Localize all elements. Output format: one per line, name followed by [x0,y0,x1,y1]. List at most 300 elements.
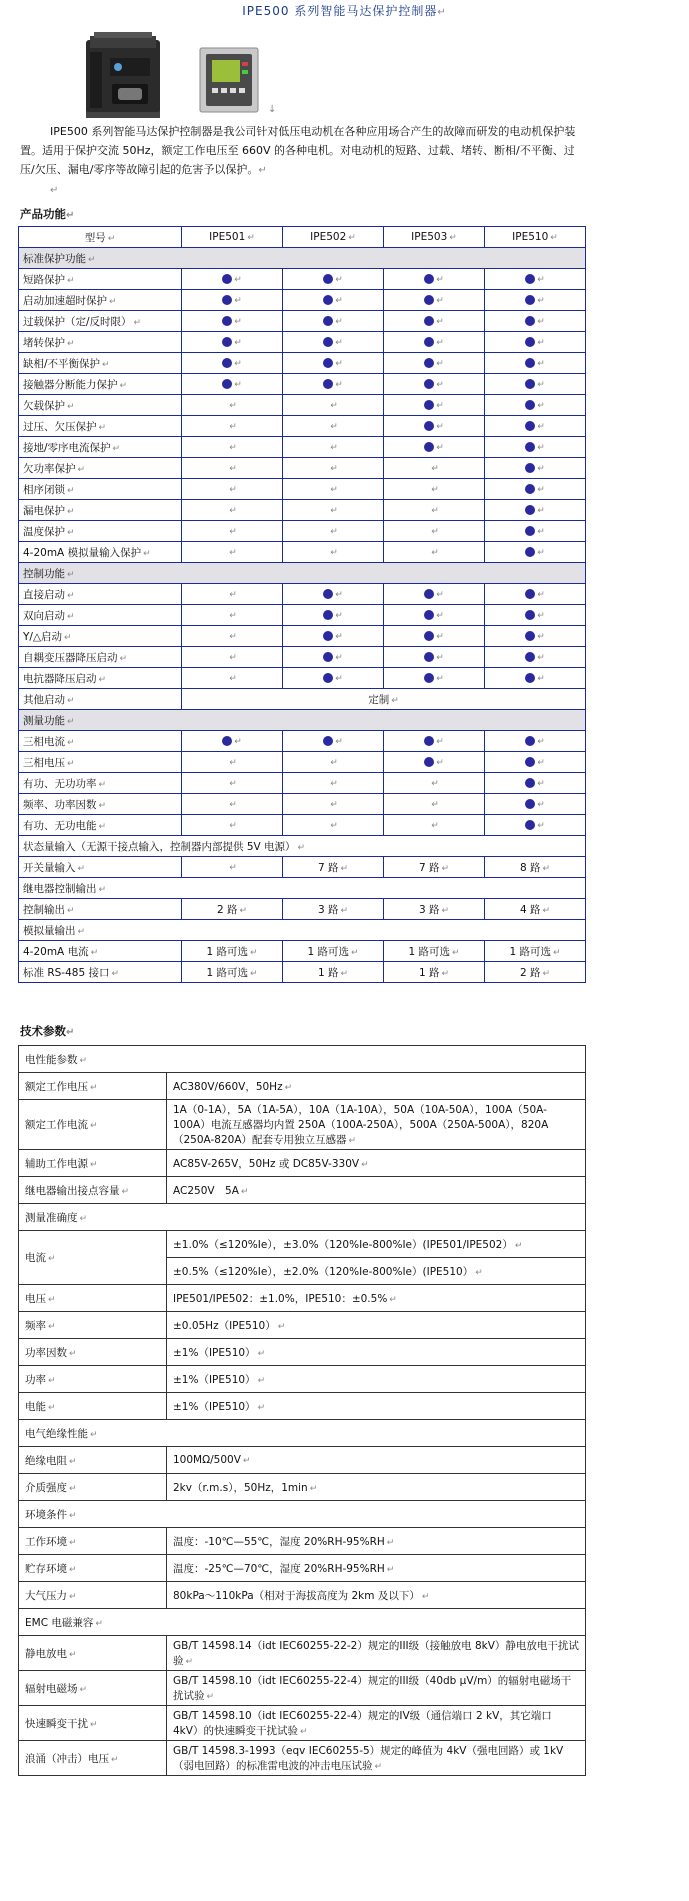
function-cell [485,752,586,773]
paragraph-mark: ↵ [249,968,258,979]
function-row [19,269,586,290]
supported-dot-icon [525,631,535,641]
function-cell: 7 路 ↵ [283,857,384,878]
paragraph-mark: ↵ [257,1348,266,1359]
paragraph-mark: ↵ [79,1055,88,1066]
function-cell [485,773,586,794]
function-row [19,836,586,857]
function-row [19,794,586,815]
paragraph-mark: ↵ [79,1213,88,1224]
function-cell [485,542,586,563]
row-label: 三相电压 ↵ [19,752,182,773]
paragraph-mark: ↵ [537,422,545,432]
function-cell: 8 路 ↵ [485,857,586,878]
paragraph-mark: ↵ [90,1121,98,1131]
function-cell [283,773,384,794]
tech-row [19,1100,586,1150]
function-row [19,752,586,773]
tech-section-row [19,1204,586,1231]
paragraph-mark: ↵ [537,443,545,453]
paragraph-mark: ↵ [67,611,75,622]
supported-dot-icon [222,316,232,326]
paragraph-mark: ↵ [299,1727,308,1737]
tech-section-row [19,1501,586,1528]
paragraph-mark: ↵ [277,1321,286,1332]
function-cell [485,668,586,689]
function-cell [182,374,283,395]
function-cell [485,500,586,521]
tech-row [19,1447,586,1474]
supported-dot-icon [525,757,535,767]
function-cell [384,311,485,332]
tech-section-row [19,1609,586,1636]
function-row [19,668,586,689]
function-row [19,605,586,626]
function-row [19,290,586,311]
function-cell [384,269,485,290]
tech-label: 额定工作电流 ↵ [19,1100,167,1150]
tech-row [19,1706,586,1741]
paragraph-mark: ↵ [90,1082,98,1093]
supported-dot-icon [525,505,535,515]
supported-dot-icon [525,778,535,788]
supported-dot-icon [323,589,333,599]
tech-value: GB/T 14598.10（idt IEC60255-22-4）规定的IV级（通信端口 2 kV，其它端口 4kV）的快速瞬变干扰试验 ↵ [167,1706,586,1741]
paragraph-mark: ↵ [436,590,444,600]
row-label: 短路保护 ↵ [19,269,182,290]
paragraph-mark: ↵ [90,947,99,958]
function-row [19,521,586,542]
function-cell [182,542,283,563]
paragraph-mark: ↵ [552,947,561,958]
supported-dot-icon [525,526,535,536]
paragraph-mark: ↵ [257,1402,266,1413]
paragraph-mark: ↵ [67,338,75,349]
function-cell [182,668,283,689]
function-cell [283,416,384,437]
paragraph-mark: ↵ [335,380,343,390]
function-cell [283,332,384,353]
function-cell [485,311,586,332]
function-cell [485,332,586,353]
row-label: 漏电保护 ↵ [19,500,182,521]
function-cell [384,605,485,626]
function-cell [485,395,586,416]
row-label: 开关量输入 ↵ [19,857,182,878]
paragraph-mark: ↵ [335,317,343,327]
function-cell [283,626,384,647]
paragraph-mark: ↵ [229,758,237,768]
function-row [19,689,586,710]
paragraph-mark: ↵ [67,401,75,412]
paragraph-mark: ↵ [361,1159,369,1170]
row-label: 电抗器降压启动 ↵ [19,668,182,689]
paragraph-mark: ↵ [550,233,558,243]
controller-unit-image [80,32,170,122]
paragraph-mark: ↵ [69,1537,77,1548]
header-model-ipe510: IPE510 ↵ [485,227,586,248]
tech-value: ±1%（IPE510） ↵ [167,1366,586,1393]
row-label: 标准 RS-485 接口 ↵ [19,962,182,983]
supported-dot-icon [424,589,434,599]
function-cell [182,458,283,479]
function-cell [182,857,283,878]
function-cell: 1 路可选 ↵ [283,941,384,962]
paragraph-mark: ↵ [350,947,359,958]
tech-label: 辅助工作电源 ↵ [19,1150,167,1177]
function-cell [485,458,586,479]
paragraph-mark: ↵ [107,233,116,244]
paragraph-mark: ↵ [69,1483,77,1494]
paragraph-mark: ↵ [330,758,338,768]
paragraph-mark: ↵ [102,359,110,370]
paragraph-mark: ↵ [229,443,237,453]
function-cell [384,500,485,521]
supported-dot-icon [525,337,535,347]
paragraph-mark: ↵ [441,968,450,979]
paragraph-mark: ↵ [229,506,237,516]
paragraph-mark: ↵ [537,800,545,810]
paragraph-mark: ↵ [112,443,121,454]
paragraph-mark: ↵ [330,548,338,558]
function-row [19,395,586,416]
supported-dot-icon [323,358,333,368]
paragraph-mark: ↵ [374,1762,383,1772]
paragraph-mark: ↵ [67,716,75,727]
paragraph-mark: ↵ [451,947,460,958]
function-cell [283,731,384,752]
supported-dot-icon [222,379,232,389]
supported-dot-icon [424,673,434,683]
paragraph-mark: ↵ [335,737,343,747]
tech-value: AC380V/660V，50Hz ↵ [167,1073,586,1100]
function-cell [182,353,283,374]
full-row-label: 继电器控制输出 ↵ [19,878,586,899]
function-cell [485,626,586,647]
function-cell [485,605,586,626]
function-cell [283,290,384,311]
paragraph-mark: ↵ [330,464,338,474]
paragraph-mark: ↵ [537,674,545,684]
paragraph-mark: ↵ [143,548,151,559]
function-cell [283,374,384,395]
paragraph-mark: ↵ [257,1375,266,1386]
tech-row [19,1339,586,1366]
section-row [19,710,586,731]
paragraph-mark: ↵ [98,422,107,433]
paragraph-mark: ↵ [537,380,545,390]
paragraph-mark: ↵ [436,737,444,747]
paragraph-mark: ↵ [537,590,545,600]
tech-label: 额定工作电压 ↵ [19,1073,167,1100]
paragraph-mark: ↵ [431,548,439,558]
function-cell [283,479,384,500]
paragraph-mark: ↵ [229,863,237,873]
function-cell [182,290,283,311]
function-cell: 1 路可选 ↵ [384,941,485,962]
tech-row [19,1555,586,1582]
function-row [19,878,586,899]
row-label: 堵转保护 ↵ [19,332,182,353]
tech-label: 工作环境 ↵ [19,1528,167,1555]
supported-dot-icon [323,631,333,641]
tech-label: 静电放电 ↵ [19,1636,167,1671]
paragraph-mark: ↵ [48,1294,56,1305]
paragraph-mark: ↵ [67,758,75,769]
tech-label: 大气压力 ↵ [19,1582,167,1609]
function-cell [182,752,283,773]
tech-label: 辐射电磁场 ↵ [19,1671,167,1706]
row-label: 有功、无功功率 ↵ [19,773,182,794]
paragraph-mark: ↵ [348,233,356,243]
function-cell [182,521,283,542]
row-label: 相序闭锁 ↵ [19,479,182,500]
supported-dot-icon [424,421,434,431]
function-cell [182,815,283,836]
paragraph-mark: ↵ [449,233,457,243]
function-cell [384,815,485,836]
supported-dot-icon [424,610,434,620]
function-cell [384,647,485,668]
paragraph-mark: ↵ [436,275,444,285]
tech-value: 100MΩ/500V ↵ [167,1447,586,1474]
tech-section-label: 测量准确度 ↵ [19,1204,586,1231]
full-row-label: 模拟量输出 ↵ [19,920,586,941]
header-model-ipe501: IPE501 ↵ [182,227,283,248]
paragraph-mark: ↵ [67,527,75,538]
tech-label: 频率 ↵ [19,1312,167,1339]
supported-dot-icon [222,295,232,305]
paragraph-mark: ↵ [335,359,343,369]
paragraph-mark: ↵ [229,401,237,411]
paragraph-mark: ↵ [330,779,338,789]
row-label: 4-20mA 模拟量输入保护 ↵ [19,542,182,563]
paragraph-mark: ↵ [239,905,248,916]
paragraph-mark: ↵ [330,527,338,537]
function-cell [485,269,586,290]
row-label: 过载保护（定/反时限） ↵ [19,311,182,332]
function-cell [384,416,485,437]
function-cell [283,815,384,836]
row-label: 控制输出 ↵ [19,899,182,920]
function-cell [283,458,384,479]
paragraph-mark: ↵ [247,233,255,243]
tech-row [19,1528,586,1555]
function-row [19,542,586,563]
paragraph-mark: ↵ [229,779,237,789]
function-cell [283,311,384,332]
row-label: Y/△启动 ↵ [19,626,182,647]
function-cell [182,647,283,668]
tech-label: 电压 ↵ [19,1285,167,1312]
paragraph-mark: ↵ [335,590,343,600]
function-cell [182,626,283,647]
supported-dot-icon [525,400,535,410]
function-row [19,647,586,668]
supported-dot-icon [525,610,535,620]
paragraph-mark: ↵ [436,422,444,432]
paragraph-mark: ↵ [98,779,107,790]
supported-dot-icon [525,295,535,305]
function-row [19,479,586,500]
tech-row [19,1366,586,1393]
tech-value: 1A（0-1A），5A（1A-5A），10A（1A-10A），50A（10A-50A），100A（50A-100A）电流互感器均内置 250A（100A-250A），500A（250A-500A），820A（250A-820A）配套专用独立互感器 ↵ [167,1100,586,1150]
function-cell [182,479,283,500]
function-row [19,773,586,794]
tech-value: GB/T 14598.3-1993（eqv IEC60255-5）规定的峰值为 4kV（强电回路）或 1kV（弱电回路）的标准雷电波的冲击电压试验 ↵ [167,1741,586,1776]
paragraph-mark: ↵ [77,926,86,937]
paragraph-mark: ↵ [229,527,237,537]
function-cell [182,332,283,353]
paragraph-mark: ↵ [431,821,439,831]
paragraph-mark: ↵ [537,506,545,516]
function-row [19,353,586,374]
function-row [19,941,586,962]
function-cell [283,647,384,668]
full-row-label: 状态量输入（无源干接点输入，控制器内部提供 5V 电源） ↵ [19,836,586,857]
function-cell [384,584,485,605]
paragraph-mark: ↵ [537,317,545,327]
paragraph-mark: ↵ [348,1136,357,1146]
paragraph-mark: ↵ [121,1186,130,1197]
paragraph-mark: ↵ [185,1657,194,1667]
function-cell [384,521,485,542]
tech-label: 电流 ↵ [19,1231,167,1285]
function-cell [384,374,485,395]
function-row [19,437,586,458]
tech-value: 80kPa～110kPa（相对于海拔高度为 2km 及以下） ↵ [167,1582,586,1609]
supported-dot-icon [323,274,333,284]
function-cell [384,437,485,458]
row-label: 双向启动 ↵ [19,605,182,626]
product-function-table [18,226,586,983]
intro-paragraph: IPE500 系列智能马达保护控制器是我公司针对低压电动机在各种应用场合产生的故障而研发的电动机保护装置。适用于保护交流 50Hz，额定工作电压至 660V 的各种电机。对电动机的短路、过载、堵转、断相/不平衡、过压/欠压、漏电/零序等故障引起的危害予以保护。↵ ↵ [20,125,576,196]
paragraph-mark: ↵ [133,317,142,328]
supported-dot-icon [525,484,535,494]
function-cell [283,521,384,542]
supported-dot-icon [525,820,535,830]
paragraph-mark: ↵ [234,275,242,285]
paragraph-mark: ↵ [537,275,545,285]
paragraph-mark: ↵ [537,527,545,537]
supported-dot-icon [525,652,535,662]
paragraph-mark: ↵ [431,800,439,810]
function-cell: 3 路 ↵ [283,899,384,920]
paragraph-mark: ↵ [119,380,128,391]
tech-value: ±0.5%（≤120%Ie），±2.0%（120%Ie-800%Ie）(IPE510） ↵ [167,1258,586,1285]
paragraph-mark: ↵ [234,338,242,348]
paragraph-mark: ↵ [537,359,545,369]
supported-dot-icon [424,337,434,347]
supported-dot-icon [323,379,333,389]
row-label: 接地/零序电流保护 ↵ [19,437,182,458]
tech-value: ±1.0%（≤120%Ie），±3.0%（120%Ie-800%Ie）(IPE501/IPE502） ↵ [167,1231,586,1258]
paragraph-mark: ↵ [330,506,338,516]
supported-dot-icon [525,673,535,683]
paragraph-mark: ↵ [48,1254,56,1264]
function-cell: 1 路 ↵ [283,962,384,983]
paragraph-mark: ↵ [309,1483,318,1494]
tech-value: GB/T 14598.10（idt IEC60255-22-4）规定的III级（40db μV/m）的辐射电磁场干扰试验 ↵ [167,1671,586,1706]
paragraph-mark: ↵ [229,464,237,474]
paragraph-mark: ↵ [297,842,306,853]
tech-value: 温度：-10℃—55℃，湿度 20%RH-95%RH ↵ [167,1528,586,1555]
paragraph-mark: ↵ [67,506,75,517]
paragraph-mark: ↵ [69,1649,77,1660]
paragraph-mark: ↵ [335,338,343,348]
paragraph-mark: ↵ [431,779,439,789]
paragraph-mark: ↵ [48,1321,56,1332]
function-cell [384,332,485,353]
tech-row [19,1582,586,1609]
function-cell [485,584,586,605]
tech-label: 介质强度 ↵ [19,1474,167,1501]
function-cell [283,437,384,458]
paragraph-mark: ↵ [48,1375,56,1386]
function-cell [283,542,384,563]
function-cell [485,815,586,836]
function-row [19,311,586,332]
paragraph-mark: ↵ [537,296,545,306]
paragraph-mark: ↵ [242,1456,251,1466]
tech-row [19,1231,586,1258]
header-model-ipe503: IPE503 ↵ [384,227,485,248]
tech-label: 浪涌（冲击）电压 ↵ [19,1741,167,1776]
function-cell [384,479,485,500]
tech-value: ±0.05Hz（IPE510） ↵ [167,1312,586,1339]
paragraph-mark: ↵ [77,863,86,874]
paragraph-mark: ↵ [436,611,444,621]
row-label: 直接启动 ↵ [19,584,182,605]
supported-dot-icon [323,295,333,305]
paragraph-mark: ↵ [441,863,450,874]
row-label: 4-20mA 电流 ↵ [19,941,182,962]
tech-value: ±1%（IPE510） ↵ [167,1393,586,1420]
function-row [19,815,586,836]
paragraph-mark: ↵ [436,443,444,453]
paragraph-mark: ↵ [335,653,343,663]
paragraph-mark: ↵ [229,422,237,432]
tech-row [19,1636,586,1671]
paragraph-mark: ↵ [330,821,338,831]
function-cell [283,353,384,374]
supported-dot-icon [525,547,535,557]
function-cell [485,479,586,500]
paragraph-mark: ↵ [67,590,75,601]
supported-dot-icon [323,610,333,620]
function-cell: 1 路可选 ↵ [182,941,283,962]
tech-row [19,1150,586,1177]
function-cell [182,269,283,290]
function-cell [283,395,384,416]
function-row [19,626,586,647]
paragraph-mark: ↵ [436,401,444,411]
paragraph-mark: ↵ [386,1564,395,1575]
supported-dot-icon [525,316,535,326]
row-label: 温度保护 ↵ [19,521,182,542]
paragraph-mark: ↵ [249,947,258,958]
supported-dot-icon [222,736,232,746]
function-cell: 7 路 ↵ [384,857,485,878]
paragraph-mark: ↵ [537,737,545,747]
supported-dot-icon [525,442,535,452]
supported-dot-icon [222,274,232,284]
function-row [19,374,586,395]
paragraph-mark: ↵ [335,275,343,285]
function-cell [182,395,283,416]
paragraph-mark: ↵ [79,1684,88,1695]
paragraph-mark: ↵ [537,821,545,831]
